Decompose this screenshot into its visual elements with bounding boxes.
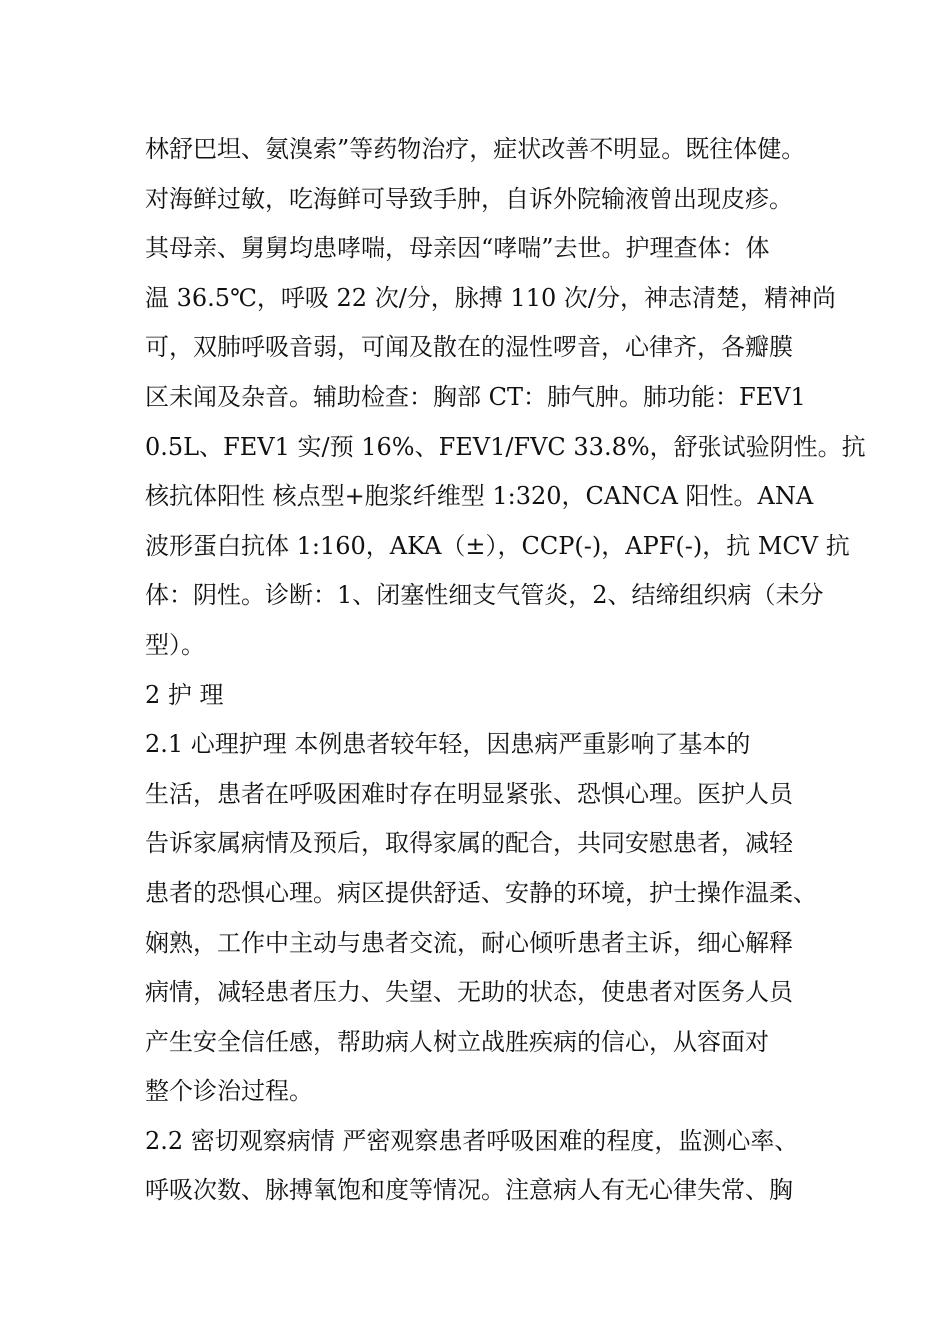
- text-line: 波形蛋白抗体 1:160，AKA（±），CCP(-)，APF(-)，抗 MCV 抗: [145, 531, 850, 560]
- text-line: 产生安全信任感，帮助病人树立战胜疾病的信心，从容面对: [145, 1027, 769, 1056]
- text-line: 区未闻及杂音。辅助检查：胸部 CT：肺气肿。肺功能：FEV1: [145, 382, 806, 411]
- text-line: 可，双肺呼吸音弱，可闻及散在的湿性啰音，心律齐，各瓣膜: [145, 333, 793, 362]
- text-line: 生活，患者在呼吸困难时存在明显紧张、恐惧心理。医护人员: [145, 779, 793, 808]
- text-line: 呼吸次数、脉搏氧饱和度等情况。注意病人有无心律失常、胸: [145, 1176, 793, 1205]
- text-line: 整个诊治过程。: [145, 1077, 313, 1106]
- text-line: 其母亲、舅舅均患哮喘，母亲因“哮喘”去世。护理查体：体: [145, 234, 770, 263]
- text-line: 2.2 密切观察病情 严密观察患者呼吸困难的程度，监测心率、: [145, 1126, 799, 1155]
- text-line: 告诉家属病情及预后，取得家属的配合，共同安慰患者，减轻: [145, 829, 793, 858]
- text-line: 0.5L、FEV1 实/预 16%、FEV1/FVC 33.8%，舒张试验阴性。抗: [145, 432, 866, 461]
- document-body: [145, 125, 866, 1216]
- section-heading: 2 护 理: [145, 680, 224, 709]
- text-line: 对海鲜过敏，吃海鲜可导致手肿，自诉外院输液曾出现皮疹。: [145, 184, 793, 213]
- text-line: 病情，减轻患者压力、失望、无助的状态，使患者对医务人员: [145, 978, 793, 1007]
- text-line: 型）。: [145, 630, 205, 659]
- text-line: 林舒巴坦、氨溴索”等药物治疗，症状改善不明显。既往体健。: [145, 135, 806, 163]
- text-line: 核抗体阳性 核点型+胞浆纤维型 1:320，CANCA 阳性。ANA: [145, 482, 814, 511]
- text-line: 2.1 心理护理 本例患者较年轻，因患病严重影响了基本的: [145, 730, 751, 759]
- text-line: 患者的恐惧心理。病区提供舒适、安静的环境，护士操作温柔、: [145, 878, 817, 907]
- text-line: 温 36.5℃，呼吸 22 次/分，脉搏 110 次/分，神志清楚，精神尚: [145, 283, 836, 312]
- text-line: 娴熟，工作中主动与患者交流，耐心倾听患者主诉，细心解释: [145, 928, 793, 957]
- text-line: 体：阴性。诊断：1、闭塞性细支气管炎，2、结缔组织病（未分: [145, 581, 824, 610]
